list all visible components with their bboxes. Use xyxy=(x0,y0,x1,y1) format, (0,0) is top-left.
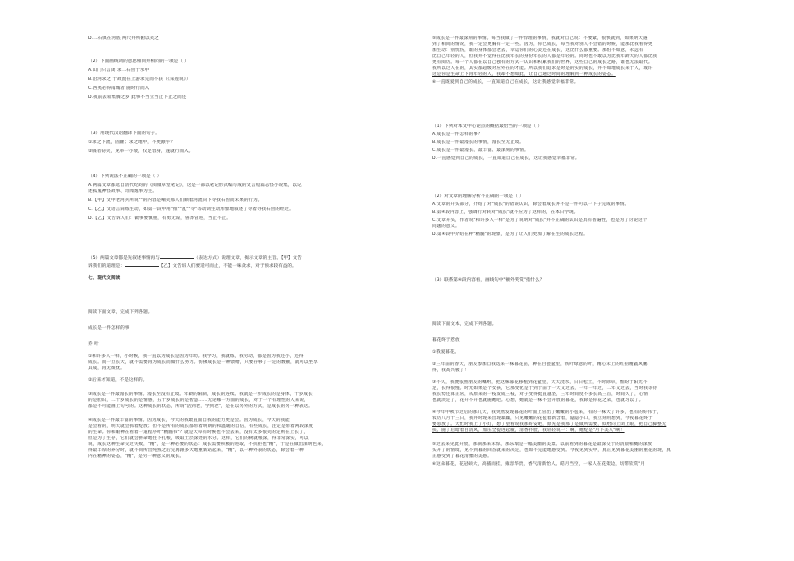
answer-blank[interactable] xyxy=(125,262,159,267)
section-heading: 七、现代文阅读 xyxy=(88,276,121,281)
paragraph-9: ③不久，我便依照朋友的嘱咐，把这株暮花移植到花盆里，天天浇水，日日松土，不时除草，惟盼于阳光不 足，长得很慢。时光如果是个女孩，它那变化是于到于前于一天又过去，一年一年过，二年又过去，当时我等待 我长势还算正常，从原来的一枝发成三枝，对子变得挺直越坚，三年时间度不多长高三首，时间久了，心情 也就淡定了，花开不开也就随她吧。心想，她就是一株不会开放的暮花，我除是你花之朵，也就习以了。 xyxy=(432,380,658,403)
question-2: （2）下面画线词的意思相同并相同的一项是（ ） A.山门只言闭 求二石兽于水中 B.沿河求之 于故置在上游求完而不获（《采莲说》） C.西夷必得南城者 随时行而入 D.夜前去易集腾之岁 此事不当立当止下止之而还 xyxy=(88,59,191,100)
paragraph-7: ①我爱暮花。 xyxy=(432,350,460,355)
paragraph-11: ⑤过去来见此开放，那刹那来未惊，那乐瑞是一幅美幽的美景。以前看到的暮花是最深交于的清晨相概的深放 头开了的情境，见不到暮的回答就来的决定，也如不完能地感受到。今夜见到实中，真正见到暮花美丽的重花的现，真 正感受到了暮花清雅的美感。 xyxy=(432,442,671,459)
paragraph-12: ⑥这朵暮花，花冠硕大，高插而挂，雍容华贵，香气清新怡人。皓月当空，一家人在花架边，切带钦赏"月 xyxy=(432,462,645,467)
question-5: （5）两篇文章都是先叙述事情再与 （表达方式）说理文章，揭示文章的主旨。【甲】文告 诉我们的道理是： 【乙】文告诉人们要适可而止，不能一味贪求，对于预求较有益的。 xyxy=(88,256,302,269)
article-author: 乔 叶 xyxy=(88,342,99,347)
question-1-option-d: D.二石俱在河底 两尺并所俯以笑之 xyxy=(88,36,159,41)
paragraph-4: ④成长是一件最丰富的事情。因为成长，今天的我敢直面自我的能力更是会。因为成长，今天的我能 是会看的，明天就会抓着绽放；但不是所有的成长都带着明朗的和温暖的自信，有些成长，注定是带着两段深度 的生命。你和眼神在看着一道程序叶"精髓书"？就是天草有时候也不会去来，没有太多很笑的定则在上长了， 但是为了生存，它们就会拼命地往下扎根，吸取土层深处的水分。这样，它们的树就根深，得非常深实，可以 说，成长这种生命交过失败，"精"，是一种必要的状态：成长需要积极的进取，不抗拒也"精"，于是在做出深明色来， 得最丰厚的养分时，就不同所出纯熟之后完再跟多大地重新站起来，"精"，以一种外表的状态，除会着一种 内在精神的姿态，"精"，是另一种意义的成长。 xyxy=(88,418,327,459)
reading-intro: 阅读下面文章，完成下列各题。 xyxy=(88,310,153,315)
question-3: （3）用现代汉语翻译下面的句子。 ①求之下流，固颠；求之地中，不更颠乎？ ②牒者窃笑，见举一小衰，仅足容身，遂就行而入。 xyxy=(88,131,194,154)
paragraph-6: ⑥一直既爱到自己的成长，一直知道自己在成长，这让我感觉幸福非常。 xyxy=(432,80,579,85)
paragraph-3: ③成长是一件最漫长的事情。漫长至没有止境。年龄的限制，成长的连续。我就是一步成长的是身体，十岁成长 的是胆识，二十岁成长的是情感，五十岁成长的是智慧……无论哪一方面的成长，对于一个有理性的人来说， 都是不可能画上句号的。这种成长的状态，所谓"活到老，学到老"，是在以另外的方式，是成长的另一种表达。 xyxy=(88,392,313,409)
article-title-2: 暮花终于惹放 xyxy=(432,338,460,343)
reading-intro-2: 阅读下面文本，完成下列各题。 xyxy=(432,322,497,327)
paragraph-2: ②后来才知道，不是这样的。 xyxy=(88,378,148,383)
article-title: 成长是一件怎样的事 xyxy=(88,326,130,331)
paragraph-8: ②三年前的春天，朋友参加自我选来一株暮花苗，种在白瓷盆里，铁叶绿意的叶，精心禾上的红扭精蔬风鹏 得，我高兴极了！ xyxy=(432,362,648,373)
paragraph-10: ④今年中秋节过后的那几天，我突然发现暮花的叶面上冒出了嫩嫩的小苞来，有的一株大了许多，也有的好伟于， 农历八月十三日，我并时现来出现暴躁，只见嫩嫩的花苞着新含着，隐隐小口，我立刻用想到，今夜暮花终于 要怒放了。天忙时我上了小灯，想了望看说我那好安吧，原先是我那了是做所需要，似给向上闭上眼，把自己脚整无 扶、随了后暗着目清风，加压全提进起履，清香扑脸，我轻轻说一：啊，她绽是"月下美人"啊！ xyxy=(432,410,667,433)
right-question-2: （2）对文章的理解分析不正确的一项是（ ） A.文章的开头部分，介绍了对"成长"的错误认识，除会着成长并不是一件可以一下子完成的事情。 B.第④段内容上，强调行对转对"成长"就不应为了这样的，在本日学现。 C.文章开头，作者说"和许多人一样"是为了说明对"成长"并不正确的认识是具有普遍性，也是为了讨论这个 问题的意义。 D.第④段中介绍在秤"精髓"的现象，是为了让人们更加了解在生的成长过程。 xyxy=(432,194,648,237)
question-4: （4）下列说法不正确的一项是（ ） A.两篇文章都选自清代纪昀的《阅微草堂笔记》，这是一部以笔记形式编写成的文言短篇志怪小说集，以记 述狐鬼神怪故事、奇闻逸事为主。 B.【甲】文中老河兵所说""的内容是嘲笑那人们顺着河流向下寻找石兽而未果的行为。 C.【乙】文语言简练生动，如第一段中用"推""乱""寻"等动词生动形象地叙述了寻着寻找石兽的经过。 D.【乙】文告诉人们：做事要慎重，有勇无谋，鲁莽冒进，当止不止。 xyxy=(88,174,302,221)
right-question-3: （3）联系第④段内容看，画线句中"额外奖赏"指什么？ xyxy=(432,278,545,283)
answer-blank[interactable] xyxy=(160,254,194,259)
paragraph-1: ①和许多人一样，小时候，我一直以为成长是因为年幼。我学习，我就练，我劳动，都是因为我还小，还得 成长。而一旦长大，就不需要再为成长而做什么努力。仿佛成长是一种馈赠，只要存够了一定的数额，就可以坐享 其成，再无烦忧。 xyxy=(88,354,318,371)
paragraph-5: ⑤成长是一件最深刻的事情。每当我做了一件悖理的事情，我就对自己说：不要紧，很快就到，如果明天遇 到了相同的情况，我一定会更胸有一定一些。因为，你已成长，每当我对别人不会错的时候，能那比我看得更 加生动：别忧伤，谁的身体都会老去，幸运你们的心灵还在成长，这比什么都重要。那怕不如意，永远有 比自己年轻的人，但我并不觉得在比我年长的身份年长的人都是年轻的。同时也不敢以为比我年龄大的人都比我 更有阅历。每一个人都在以自己独有的方式一认识和积累我们的世界，这些自己的成长之路，谁也无法取代。 我所以过人在的，其实都超级对应外在的才能。所以我们追求是时是的实的成长，并不如地成长来于人，或许 这是你是生命上下再年轻的人，我却不想如此，让自己通过时间的理解到一种成长的姿态。 xyxy=(432,36,658,77)
right-question-1: （1）下列对本文中心论点的概括最恰当的一项是（ ） A.成长是一件怎样的事？ B.成长是一件最漫长的事情，漫长至无止境。 C.成长是一件最漫长、最丰富、最深刻的事情。 D.一直感觉到自己的成长，一直知道自己在成长，这让我感觉幸福非常。 xyxy=(432,124,580,161)
